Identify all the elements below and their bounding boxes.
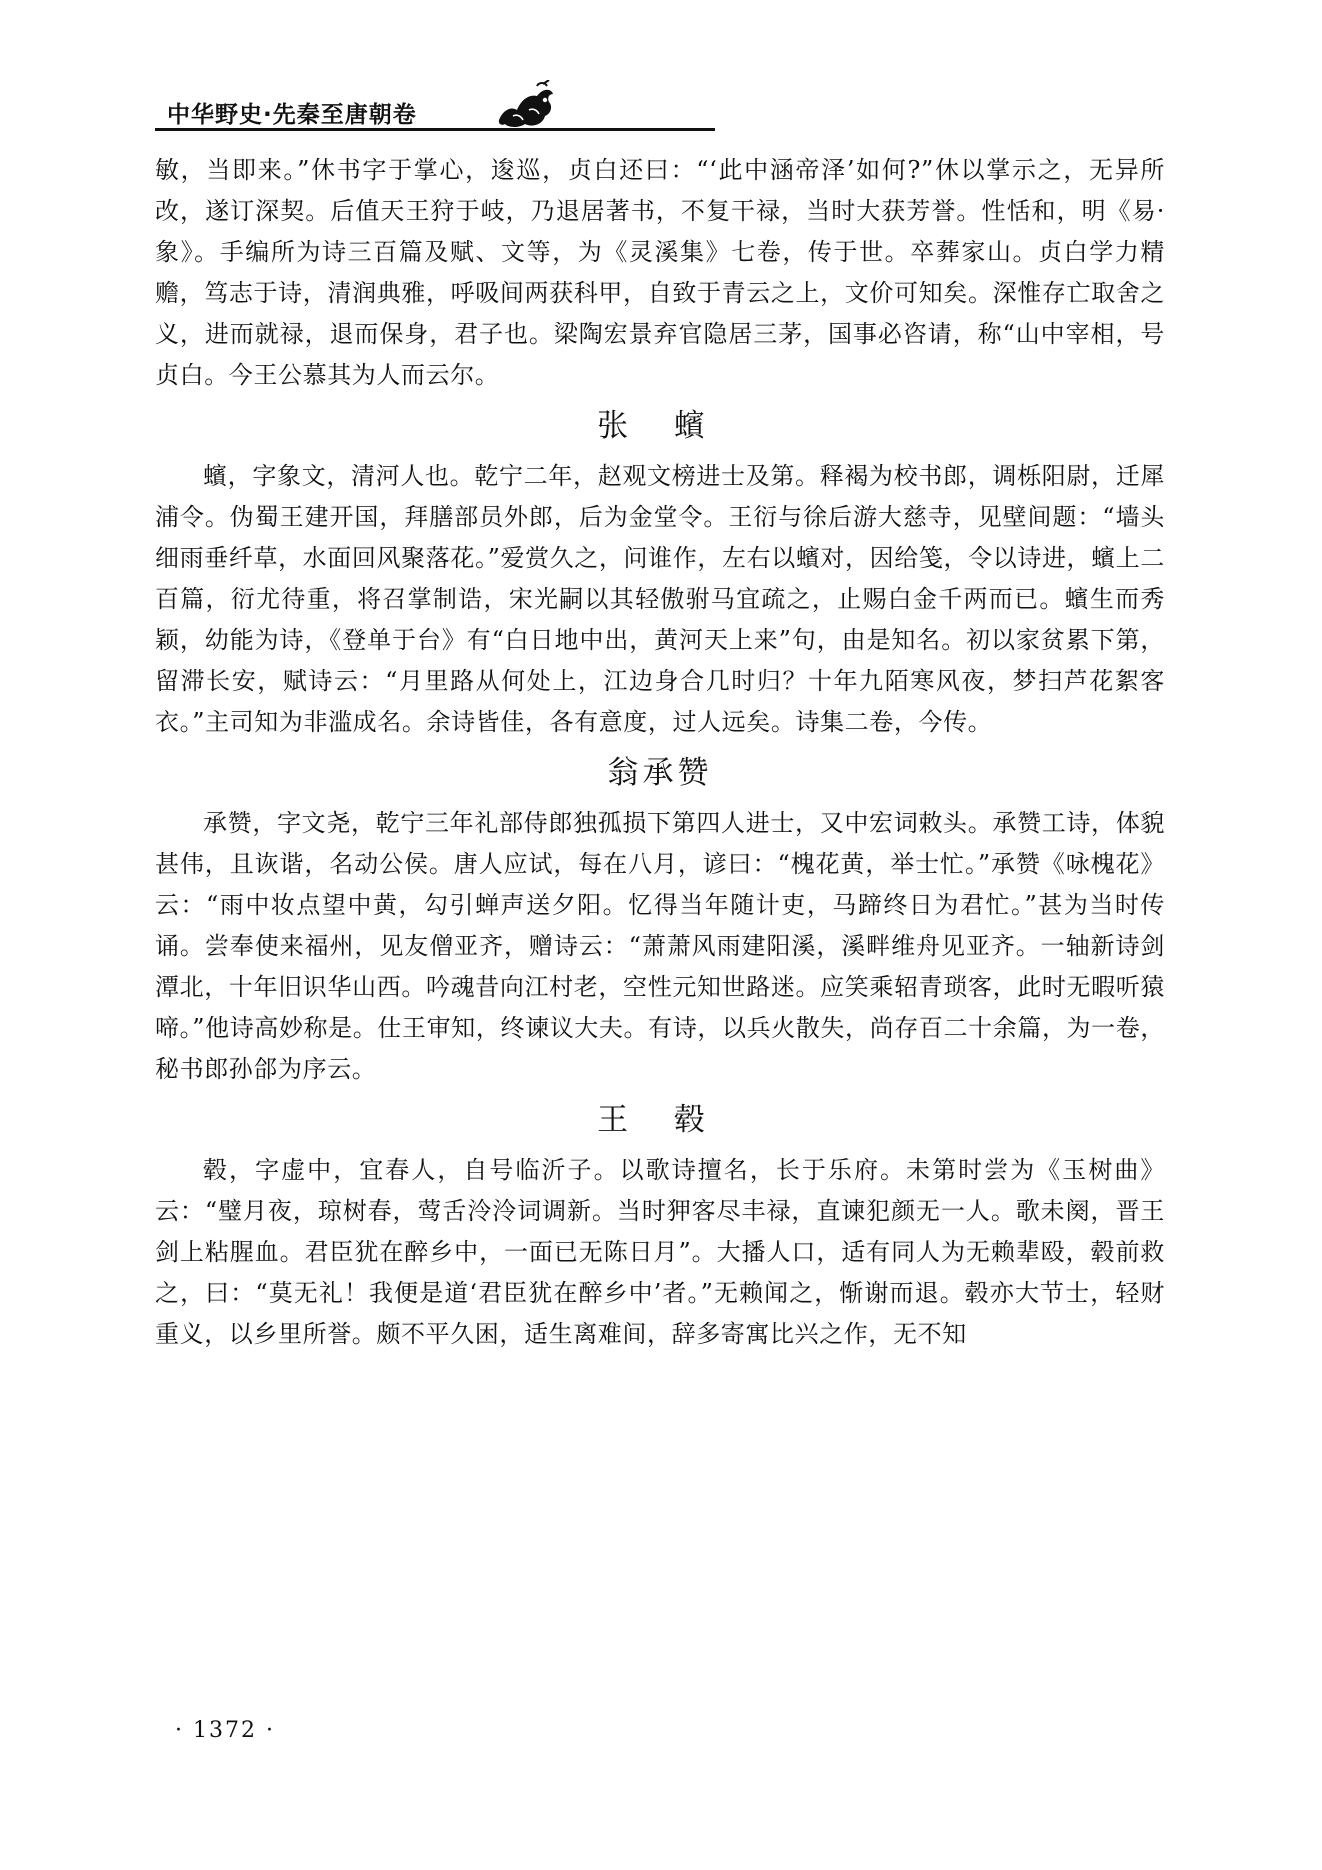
page-body bbox=[155, 150, 1165, 1355]
dragon-emblem-icon bbox=[493, 80, 559, 132]
paragraph: 毂，字虚中，宜春人，自号临沂子。以歌诗擅名，长于乐府。未第时尝为《玉树曲》云：“璧月夜，琼树春，莺舌泠泠词调新。当时狎客尽丰禄，直谏犯颜无一人。歌未阕，晋王剑上粘腥血。君臣犹在醉乡中，一面已无陈日月”。大播人口，适有同人为无赖辈殴，毂前救之，曰：“莫无礼！我便是道‘君臣犹在醉乡中’者。”无赖闻之，惭谢而退。毂亦大节士，轻财重义，以乡里所誉。颇不平久困，适生离难间，辞多寄寓比兴之作，无不知 bbox=[155, 1156, 1165, 1348]
header-title: 中华野史·先秦至唐朝卷 bbox=[167, 102, 417, 128]
section-title: 翁承赞 bbox=[607, 755, 713, 791]
running-header bbox=[155, 80, 1155, 130]
section-title: 张 蠙 bbox=[597, 408, 723, 444]
header-divider bbox=[155, 128, 715, 131]
section-title: 王 毂 bbox=[597, 1102, 723, 1138]
paragraph: 敏，当即来。”休书字于掌心，逡巡，贞白还曰：“‘此中涵帝泽’如何?”休以掌示之，无异所改，遂订深契。后值天王狩于岐，乃退居著书，不复干禄，当时大获芳誉。性恬和，明《易·象》。手编所为诗三百篇及赋、文等，为《灵溪集》七卷，传于世。卒葬家山。贞白学力精赡，笃志于诗，清润典雅，呼吸间两获科甲，自致于青云之上，文价可知矣。深惟存亡取舍之义，进而就禄，退而保身，君子也。梁陶宏景弃官隐居三茅，国事必咨请，称“山中宰相，号贞白。今王公慕其为人而云尔。 bbox=[155, 156, 1165, 389]
page-number: · 1372 · bbox=[175, 1718, 275, 1743]
paragraph: 承赞，字文尧，乾宁三年礼部侍郎独孤损下第四人进士，又中宏词敕头。承赞工诗，体貌甚伟，且诙谐，名动公侯。唐人应试，每在八月，谚曰：“槐花黄，举士忙。”承赞《咏槐花》云：“雨中妆点望中黄，勾引蝉声送夕阳。忆得当年随计吏，马蹄终日为君忙。”甚为当时传诵。尝奉使来福州，见友僧亚齐，赠诗云：“萧萧风雨建阳溪，溪畔维舟见亚齐。一轴新诗剑潭北，十年旧识华山西。吟魂昔向江村老，空性元知世路迷。应笑乘轺青琐客，此时无暇听猿啼。”他诗高妙称是。仕王审知，终谏议大夫。有诗，以兵火散失，尚存百二十余篇，为一卷，秘书郎孙郃为序云。 bbox=[155, 809, 1165, 1083]
paragraph: 蠙，字象文，清河人也。乾宁二年，赵观文榜进士及第。释褐为校书郎，调栎阳尉，迁犀浦令。伪蜀王建开国，拜膳部员外郎，后为金堂令。王衍与徐后游大慈寺，见壁间题：“墙头细雨垂纤草，水面回风聚落花。”爱赏久之，问谁作，左右以蠙对，因给笺，令以诗进，蠙上二百篇，衍尤待重，将召掌制诰，宋光嗣以其轻傲驸马宜疏之，止赐白金千两而已。蠙生而秀颖，幼能为诗，《登单于台》有“白日地中出，黄河天上来”句，由是知名。初以家贫累下第，留滞长安，赋诗云：“月里路从何处上，江边身合几时归？十年九陌寒风夜，梦扫芦花絮客衣。”主司知为非滥成名。余诗皆佳，各有意度，过人远矣。诗集二卷，今传。 bbox=[155, 462, 1165, 736]
